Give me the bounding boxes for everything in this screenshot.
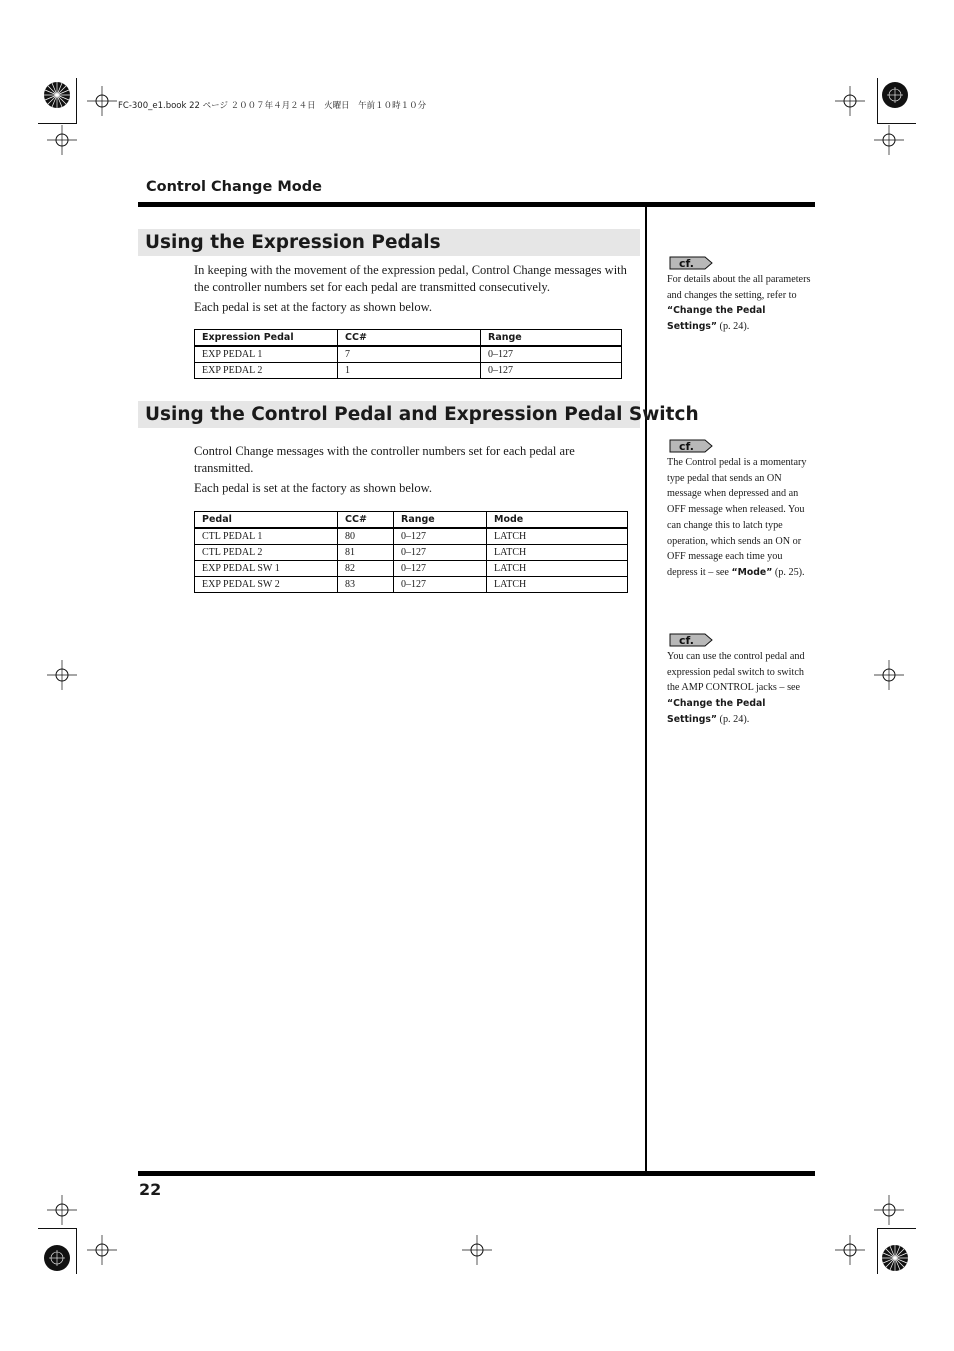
section-body [194, 443, 634, 497]
registration-target-icon [881, 1244, 909, 1272]
table-cell: 7 [338, 346, 481, 363]
table-header-row [195, 512, 628, 529]
note-reference: “Mode” [731, 566, 773, 578]
table-cell: EXP PEDAL SW 1 [195, 561, 338, 577]
table-cell: 82 [338, 561, 394, 577]
note-text: (p. 24). [717, 713, 750, 725]
crosshair-icon [87, 86, 117, 116]
cf-reference-icon [669, 633, 713, 647]
cf-badge-label: cf. [679, 440, 694, 453]
column-header: CC# [338, 330, 481, 347]
cf-reference-icon [669, 439, 713, 453]
registration-target-icon [43, 81, 71, 109]
column-divider [645, 205, 647, 1174]
table-cell: CTL PEDAL 2 [195, 545, 338, 561]
control-pedal-table [194, 511, 628, 593]
note-text: (p. 25). [772, 566, 805, 578]
trim-line [76, 78, 77, 124]
registration-target-icon [43, 1244, 71, 1272]
print-header: FC-300_e1.book 22 ページ ２００７年４月２４日 火曜日 午前１０時１０分 [118, 101, 427, 111]
running-header: Control Change Mode [146, 179, 322, 195]
column-header: Range [481, 330, 622, 347]
table-cell: 0–127 [394, 545, 487, 561]
table-cell: LATCH [487, 561, 628, 577]
table-row [195, 545, 628, 561]
table-row [195, 363, 622, 379]
column-header: Pedal [195, 512, 338, 529]
table-cell: CTL PEDAL 1 [195, 528, 338, 545]
column-header: Mode [487, 512, 628, 529]
crosshair-icon [835, 86, 865, 116]
table-cell: 1 [338, 363, 481, 379]
crosshair-icon [462, 1235, 492, 1265]
table-row [195, 346, 622, 363]
trim-line [76, 1228, 77, 1274]
crosshair-icon [47, 660, 77, 690]
note-reference: “Change the Pedal Settings” [667, 698, 766, 725]
page-number: 22 [139, 1180, 162, 1199]
crosshair-icon [835, 1235, 865, 1265]
trim-line [38, 123, 76, 124]
table-cell: EXP PEDAL SW 2 [195, 577, 338, 593]
note-text: The Control pedal is a momentary type pedal that sends an ON message when depressed and an OFF message when released. You can change this to latch type operation, which sends an ON or OFF message each time you depress it – see [667, 457, 807, 578]
sidebar-note [667, 272, 815, 335]
column-header: CC# [338, 512, 394, 529]
table-cell: 0–127 [394, 561, 487, 577]
crosshair-icon [874, 125, 904, 155]
bottom-rule [138, 1171, 815, 1176]
crosshair-icon [47, 1195, 77, 1225]
table-row [195, 528, 628, 545]
table-cell: 0–127 [394, 528, 487, 545]
section-heading: Using the Control Pedal and Expression Pedal Switch [138, 401, 640, 428]
column-header: Range [394, 512, 487, 529]
note-text: (p. 24). [717, 321, 750, 333]
paragraph: Control Change messages with the controller numbers set for each pedal are transmitted. [194, 444, 575, 475]
paragraph: In keeping with the movement of the expression pedal, Control Change messages with the controller numbers set for each pedal are transmitted consecutively. [194, 263, 627, 294]
registration-target-icon [881, 81, 909, 109]
table-cell: EXP PEDAL 1 [195, 346, 338, 363]
trim-line [877, 78, 878, 124]
section-heading: Using the Expression Pedals [138, 229, 640, 256]
column-header: Expression Pedal [195, 330, 338, 347]
table-row [195, 561, 628, 577]
expression-pedal-table [194, 329, 622, 379]
table-cell: 81 [338, 545, 394, 561]
table-cell: 0–127 [481, 363, 622, 379]
trim-line [38, 1228, 76, 1229]
trim-line [878, 123, 916, 124]
section-body [194, 262, 634, 316]
cf-badge-label: cf. [679, 257, 694, 270]
note-text: You can use the control pedal and expression pedal switch to switch the AMP CONTROL jacks – see [667, 651, 805, 694]
table-cell: EXP PEDAL 2 [195, 363, 338, 379]
table-cell: LATCH [487, 528, 628, 545]
table-cell: 0–127 [394, 577, 487, 593]
table-cell: 83 [338, 577, 394, 593]
trim-line [878, 1228, 916, 1229]
table-cell: LATCH [487, 577, 628, 593]
paragraph: Each pedal is set at the factory as shown below. [194, 481, 433, 495]
crosshair-icon [87, 1235, 117, 1265]
crosshair-icon [874, 660, 904, 690]
table-header-row [195, 330, 622, 347]
table-cell: LATCH [487, 545, 628, 561]
cf-reference-icon [669, 256, 713, 270]
crosshair-icon [47, 125, 77, 155]
table-row [195, 577, 628, 593]
sidebar-note [667, 649, 815, 728]
cf-badge-label: cf. [679, 634, 694, 647]
trim-line [877, 1228, 878, 1274]
note-reference: “Change the Pedal Settings” [667, 305, 766, 333]
table-cell: 0–127 [481, 346, 622, 363]
paragraph: Each pedal is set at the factory as shown below. [194, 300, 433, 314]
crosshair-icon [874, 1195, 904, 1225]
sidebar-note [667, 455, 815, 581]
note-text: For details about the all parameters and changes the setting, refer to [667, 274, 811, 301]
top-rule [138, 202, 815, 207]
table-cell: 80 [338, 528, 394, 545]
